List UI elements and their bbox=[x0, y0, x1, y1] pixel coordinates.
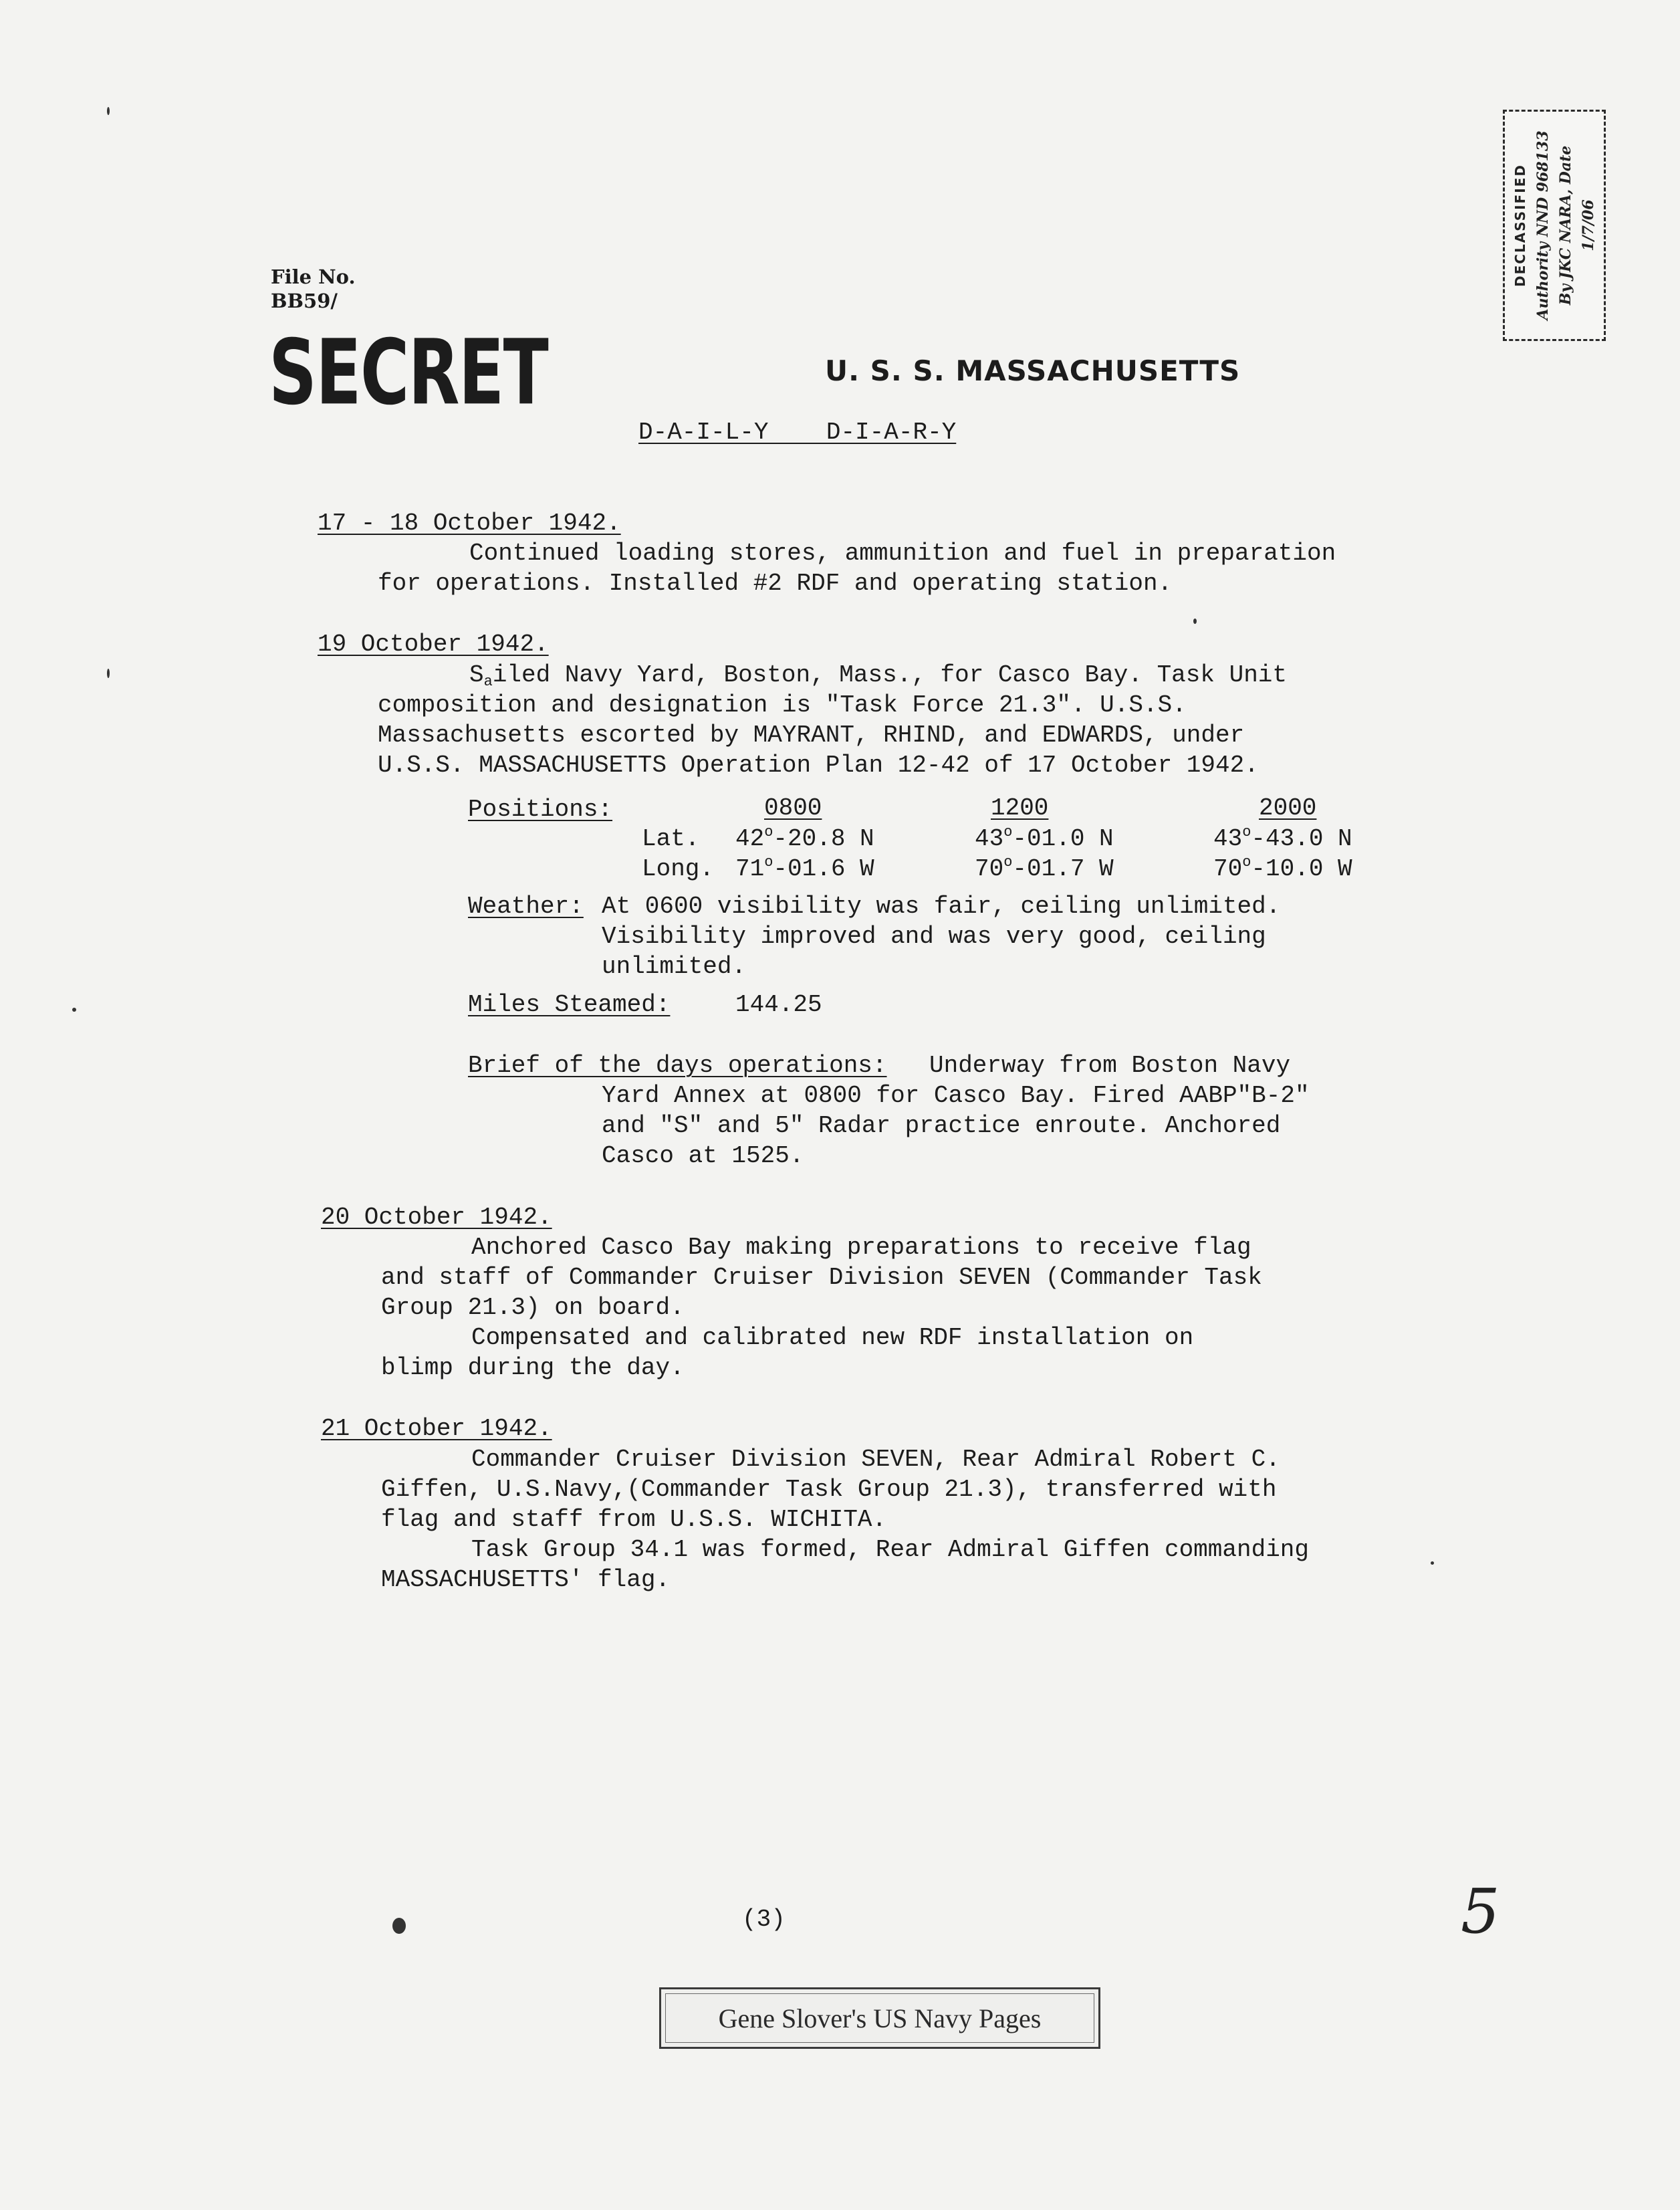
entry-date: 19 October 1942. bbox=[318, 631, 549, 658]
scan-speck bbox=[72, 1008, 76, 1012]
brief-line: Casco at 1525. bbox=[602, 1142, 804, 1170]
min-value: -43.0 N bbox=[1251, 825, 1352, 853]
brief-label: Brief of the days operations: bbox=[468, 1052, 887, 1079]
entry-line: flag and staff from U.S.S. WICHITA. bbox=[381, 1506, 887, 1533]
lat-1200 bbox=[975, 824, 1114, 854]
entry-line-subscript: a bbox=[483, 673, 493, 690]
degree-symbol: o bbox=[1242, 854, 1251, 871]
entry-line: Commander Cruiser Division SEVEN, Rear Admiral Robert C. bbox=[471, 1446, 1280, 1473]
deg-value: 70 bbox=[1213, 855, 1243, 883]
entry-line: Continued loading stores, ammunition and fuel in preparation bbox=[469, 540, 1336, 567]
entry-line-rest: iled Navy Yard, Boston, Mass., for Casco Bay. Task Unit bbox=[492, 661, 1288, 689]
degree-symbol: o bbox=[1003, 824, 1013, 841]
degree-symbol: o bbox=[764, 854, 773, 871]
deg-value: 43 bbox=[975, 825, 1004, 853]
scan-speck bbox=[1193, 619, 1197, 624]
file-no-label: File No. bbox=[271, 265, 356, 288]
entry-line: Group 21.3) on board. bbox=[381, 1294, 685, 1321]
deg-value: 71 bbox=[735, 855, 765, 883]
declassification-stamp bbox=[1503, 110, 1606, 341]
min-value: -01.7 W bbox=[1012, 855, 1114, 883]
weather-line: unlimited. bbox=[602, 953, 747, 980]
credit-box bbox=[659, 1987, 1100, 2049]
classification-stamp: SECRET bbox=[269, 320, 548, 425]
entry-date: 20 October 1942. bbox=[321, 1204, 552, 1231]
deg-value: 43 bbox=[1213, 825, 1243, 853]
entry-line: U.S.S. MASSACHUSETTS Operation Plan 12-42 of 17 October 1942. bbox=[378, 752, 1259, 779]
min-value: -20.8 N bbox=[773, 825, 874, 853]
entry-line: Anchored Casco Bay making preparations to receive flag bbox=[471, 1234, 1251, 1261]
lat-label: Lat. bbox=[642, 825, 700, 853]
degree-symbol: o bbox=[1242, 824, 1251, 841]
long-1200 bbox=[975, 854, 1114, 884]
weather-line: At 0600 visibility was fair, ceiling unlimited. bbox=[602, 893, 1281, 920]
entry-line: MASSACHUSETTS' flag. bbox=[381, 1566, 671, 1593]
ship-name: U. S. S. MASSACHUSETTS bbox=[825, 354, 1241, 387]
entry-line: for operations. Installed #2 RDF and operating station. bbox=[378, 570, 1173, 597]
entry-line: Massachusetts escorted by MAYRANT, RHIND, and EDWARDS, under bbox=[378, 722, 1245, 749]
miles-value: 144.25 bbox=[735, 991, 822, 1018]
entry-line: and staff of Commander Cruiser Division SEVEN (Commander Task bbox=[381, 1264, 1262, 1291]
entry-line: Compensated and calibrated new RDF installation on bbox=[471, 1324, 1194, 1351]
time-2000: 2000 bbox=[1259, 794, 1317, 822]
brief-line: Underway from Boston Navy bbox=[929, 1052, 1291, 1079]
long-2000 bbox=[1213, 854, 1352, 884]
long-label: Long. bbox=[642, 855, 715, 883]
min-value: -10.0 W bbox=[1251, 855, 1352, 883]
hole-punch-mark bbox=[392, 1918, 406, 1934]
scan-speck bbox=[1431, 1561, 1434, 1565]
time-0800: 0800 bbox=[764, 794, 822, 822]
lat-2000 bbox=[1213, 824, 1352, 854]
entry-line: Task Group 34.1 was formed, Rear Admiral Giffen commanding bbox=[471, 1536, 1310, 1563]
min-value: -01.0 N bbox=[1012, 825, 1114, 853]
long-0800 bbox=[735, 854, 874, 884]
entry-line bbox=[469, 660, 1287, 690]
degree-symbol: o bbox=[1003, 854, 1013, 871]
miles-label: Miles Steamed: bbox=[468, 991, 671, 1018]
scan-speck bbox=[107, 669, 110, 678]
lat-0800 bbox=[735, 824, 874, 854]
entry-line: blimp during the day. bbox=[381, 1354, 685, 1382]
stamp-line-3: By JKC NARA, Date 1/7/06 bbox=[1557, 145, 1597, 306]
weather-line: Visibility improved and was very good, ceiling bbox=[602, 923, 1266, 950]
scan-speck bbox=[107, 107, 110, 115]
entry-line-prefix: S bbox=[469, 661, 484, 689]
page-number: (3) bbox=[742, 1906, 786, 1933]
deg-value: 70 bbox=[975, 855, 1004, 883]
deg-value: 42 bbox=[735, 825, 765, 853]
weather-label: Weather: bbox=[468, 893, 584, 920]
time-1200: 1200 bbox=[991, 794, 1049, 822]
brief-line: and "S" and 5" Radar practice enroute. Anchored bbox=[602, 1112, 1281, 1139]
file-no-value: BB59/ bbox=[271, 290, 338, 312]
degree-symbol: o bbox=[764, 824, 773, 841]
positions-label: Positions: bbox=[468, 796, 613, 823]
page-title: D-A-I-L-Y D-I-A-R-Y bbox=[638, 419, 957, 446]
entry-line: Giffen, U.S.Navy,(Commander Task Group 21.3), transferred with bbox=[381, 1476, 1277, 1503]
credit-text: Gene Slover's US Navy Pages bbox=[718, 2003, 1042, 2033]
brief-line: Yard Annex at 0800 for Casco Bay. Fired AABP"B-2" bbox=[602, 1082, 1310, 1109]
entry-line: composition and designation is "Task Force 21.3". U.S.S. bbox=[378, 691, 1187, 719]
stamp-line-1: DECLASSIFIED bbox=[1512, 164, 1528, 287]
handwritten-page-number: 5 bbox=[1461, 1876, 1500, 1947]
entry-date: 21 October 1942. bbox=[321, 1415, 552, 1442]
stamp-line-2: Authority NND 968133 bbox=[1534, 130, 1552, 320]
entry-date: 17 - 18 October 1942. bbox=[318, 510, 621, 537]
min-value: -01.6 W bbox=[773, 855, 874, 883]
